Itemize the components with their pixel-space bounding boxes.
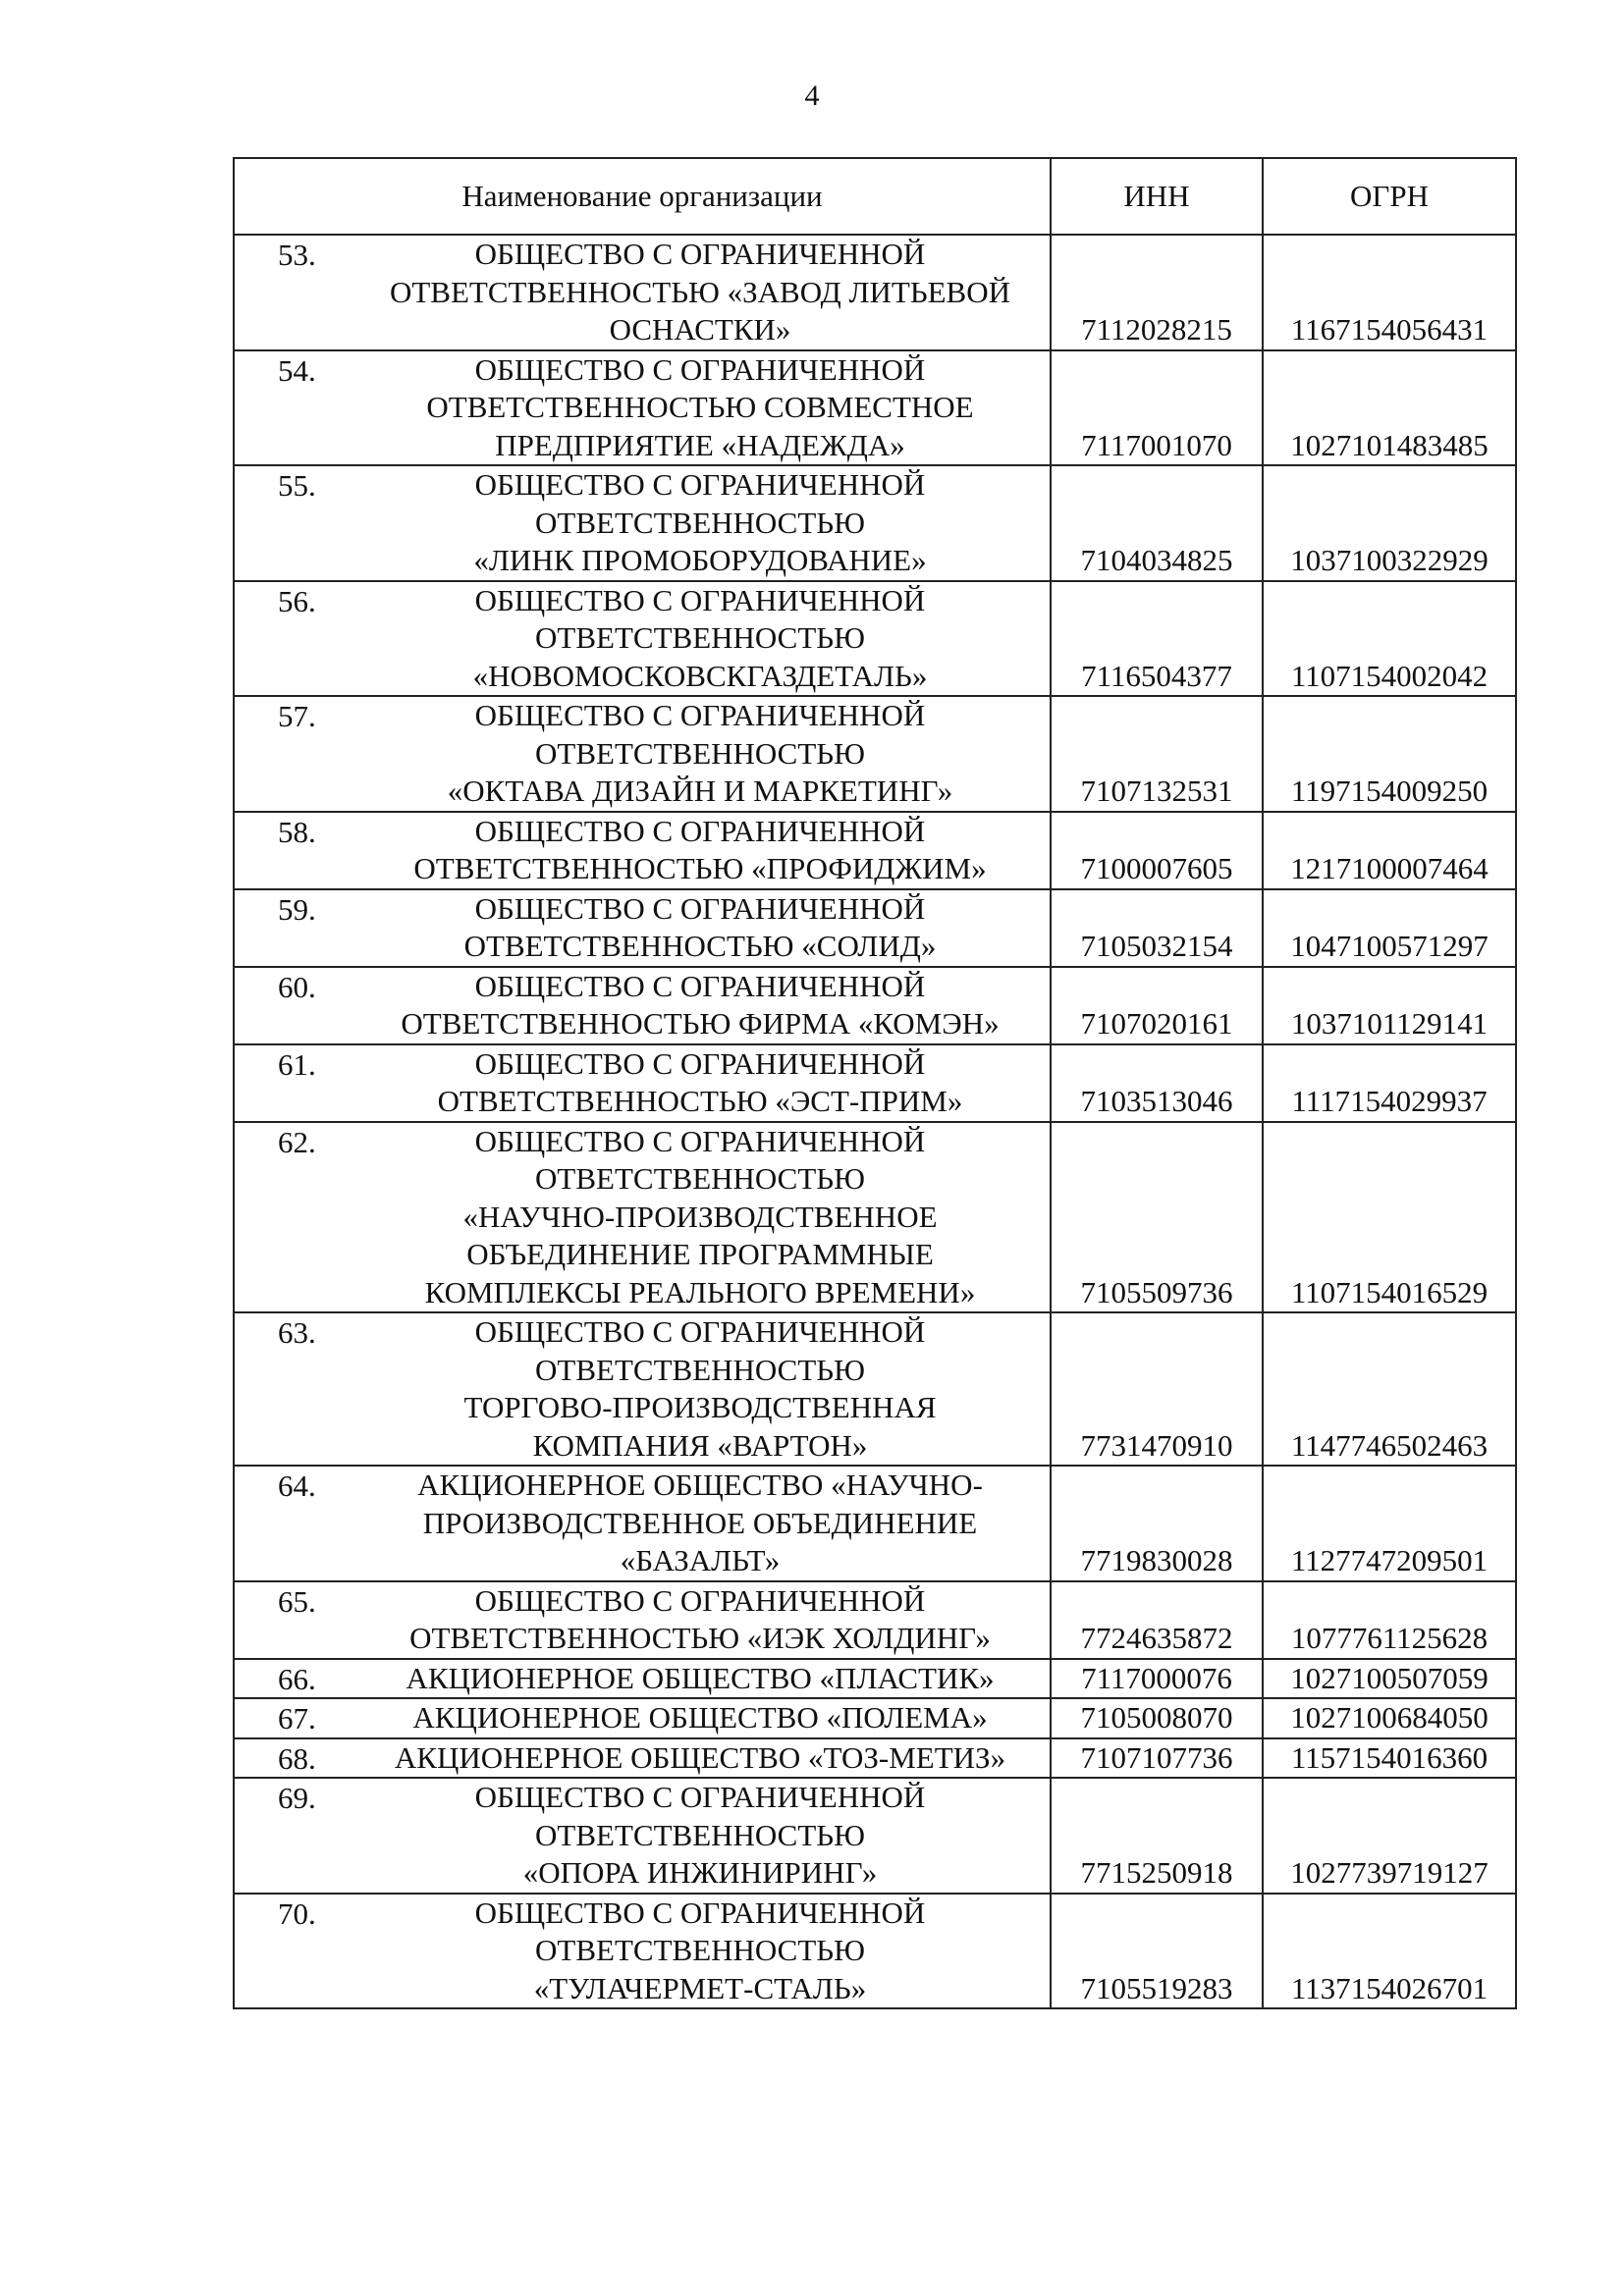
organization-name-line: «ЛИНК ПРОМОБОРУДОВАНИЕ» xyxy=(473,543,927,577)
organization-name-line: ОТВЕТСТВЕННОСТЬЮ xyxy=(535,1161,865,1196)
organization-name-cell xyxy=(234,967,1051,1044)
row-number: 70. xyxy=(278,1896,316,1931)
table-body xyxy=(234,235,1516,2008)
organization-name-line: АКЦИОНЕРНОЕ ОБЩЕСТВО «НАУЧНО- xyxy=(417,1468,983,1502)
organization-name-line: ОТВЕТСТВЕННОСТЬЮ xyxy=(535,735,865,771)
organization-name xyxy=(235,1045,1050,1121)
organization-name-line: ОТВЕТСТВЕННОСТЬЮ СОВМЕСТНОЕ xyxy=(426,390,974,424)
row-number: 60. xyxy=(278,969,316,1004)
ogrn-cell: 1107154016529 xyxy=(1263,1122,1516,1313)
organization-name-line: ОТВЕТСТВЕННОСТЬЮ «СОЛИД» xyxy=(463,929,937,963)
organization-name-line: ОБЩЕСТВО С ОГРАНИЧЕННОЙ xyxy=(474,813,926,848)
organization-name xyxy=(235,813,1050,888)
inn-cell: 7117000076 xyxy=(1051,1659,1263,1699)
organization-name xyxy=(235,1467,1050,1580)
organization-name-line: ОБЩЕСТВО С ОГРАНИЧЕННОЙ xyxy=(474,1314,926,1349)
row-number: 63. xyxy=(278,1315,316,1350)
organization-name-line: АКЦИОНЕРНОЕ ОБЩЕСТВО «ТОЗ-МЕТИЗ» xyxy=(394,1739,1006,1775)
organization-name xyxy=(235,890,1050,966)
organization-name-line: ОБЩЕСТВО С ОГРАНИЧЕННОЙ xyxy=(474,237,926,271)
organization-name xyxy=(235,1779,1050,1893)
inn-cell: 7105032154 xyxy=(1051,889,1263,967)
ogrn-cell: 1077761125628 xyxy=(1263,1581,1516,1659)
organization-name-line: ОСНАСТКИ» xyxy=(609,312,791,347)
inn-cell: 7719830028 xyxy=(1051,1466,1263,1581)
inn-cell: 7117001070 xyxy=(1051,350,1263,466)
inn-cell: 7105509736 xyxy=(1051,1122,1263,1313)
column-header-name: Наименование организации xyxy=(234,158,1051,235)
organization-name-line: КОМПАНИЯ «ВАРТОН» xyxy=(532,1427,868,1463)
organization-name-line: ОТВЕТСТВЕННОСТЬЮ xyxy=(535,620,865,655)
organization-name-cell xyxy=(234,1778,1051,1894)
inn-cell: 7107020161 xyxy=(1051,967,1263,1044)
organization-name-line: ОБЩЕСТВО С ОГРАНИЧЕННОЙ xyxy=(474,582,926,617)
organization-name-line: «ОПОРА ИНЖИНИРИНГ» xyxy=(522,1855,878,1890)
inn-cell: 7116504377 xyxy=(1051,581,1263,697)
organization-name-line: ОБЩЕСТВО С ОГРАНИЧЕННОЙ xyxy=(474,1123,926,1158)
organization-name-line: ОТВЕТСТВЕННОСТЬЮ «ЗАВОД ЛИТЬЕВОЙ xyxy=(389,274,1011,309)
organization-name xyxy=(235,1895,1050,2008)
organization-name-cell xyxy=(234,812,1051,889)
ogrn-cell: 1167154056431 xyxy=(1263,235,1516,350)
table-row xyxy=(234,1312,1516,1466)
organization-name xyxy=(235,1739,1050,1778)
organization-name-line: ОТВЕТСТВЕННОСТЬЮ «ИЭК ХОЛДИНГ» xyxy=(409,1621,991,1655)
ogrn-cell: 1027100684050 xyxy=(1263,1698,1516,1738)
row-number: 55. xyxy=(278,468,316,503)
table-header-row xyxy=(234,158,1516,235)
table-row xyxy=(234,1466,1516,1581)
row-number: 64. xyxy=(278,1468,316,1503)
organization-name-cell xyxy=(234,350,1051,466)
row-number: 59. xyxy=(278,891,316,927)
ogrn-cell: 1027100507059 xyxy=(1263,1659,1516,1699)
inn-cell: 7100007605 xyxy=(1051,812,1263,889)
ogrn-cell: 1037100322929 xyxy=(1263,465,1516,581)
organization-name-line: ОБЩЕСТВО С ОГРАНИЧЕННОЙ xyxy=(474,698,926,732)
organization-name-line: «ТУЛАЧЕРМЕТ-СТАЛЬ» xyxy=(533,1970,867,2005)
organization-name-cell xyxy=(234,465,1051,581)
table-row xyxy=(234,812,1516,889)
organization-name-line: ОБЪЕДИНЕНИЕ ПРОГРАММНЫЕ xyxy=(466,1237,934,1271)
organization-name-cell xyxy=(234,1659,1051,1699)
organization-name-line: АКЦИОНЕРНОЕ ОБЩЕСТВО «ПЛАСТИК» xyxy=(406,1660,995,1695)
table-row xyxy=(234,1659,1516,1699)
table-row xyxy=(234,1581,1516,1659)
organization-name xyxy=(235,466,1050,580)
organization-name-line: ОБЩЕСТВО С ОГРАНИЧЕННОЙ xyxy=(474,351,926,387)
organization-name-cell xyxy=(234,1044,1051,1122)
row-number: 58. xyxy=(278,814,316,849)
table-row xyxy=(234,696,1516,812)
table-row xyxy=(234,235,1516,350)
ogrn-cell: 1147746502463 xyxy=(1263,1312,1516,1466)
organization-name-cell xyxy=(234,1698,1051,1738)
table-row xyxy=(234,1698,1516,1738)
organization-name-cell xyxy=(234,581,1051,697)
organization-name-cell xyxy=(234,1894,1051,2009)
organization-name xyxy=(235,1582,1050,1658)
row-number: 68. xyxy=(278,1740,316,1776)
inn-cell: 7715250918 xyxy=(1051,1778,1263,1894)
organization-name-line: ОТВЕТСТВЕННОСТЬЮ xyxy=(535,505,865,540)
ogrn-cell: 1107154002042 xyxy=(1263,581,1516,697)
row-number: 66. xyxy=(278,1661,316,1696)
organization-name xyxy=(235,697,1050,811)
organization-name-cell xyxy=(234,889,1051,967)
organization-name-line: «НОВОМОСКОВСКГАЗДЕТАЛЬ» xyxy=(472,658,928,693)
organization-name-line: ОТВЕТСТВЕННОСТЬЮ «ПРОФИДЖИМ» xyxy=(413,851,987,885)
table-row xyxy=(234,1778,1516,1894)
organization-name-line: ОТВЕТСТВЕННОСТЬЮ ФИРМА «КОМЭН» xyxy=(401,1006,1000,1041)
organization-name xyxy=(235,236,1050,349)
inn-cell: 7103513046 xyxy=(1051,1044,1263,1122)
ogrn-cell: 1197154009250 xyxy=(1263,696,1516,812)
row-number: 69. xyxy=(278,1781,316,1815)
organization-name xyxy=(235,968,1050,1043)
ogrn-cell: 1127747209501 xyxy=(1263,1466,1516,1581)
organization-name-line: «БАЗАЛЬТ» xyxy=(620,1543,781,1577)
organization-name-cell xyxy=(234,1122,1051,1313)
organization-name-line: ОТВЕТСТВЕННОСТЬЮ «ЭСТ-ПРИМ» xyxy=(437,1084,963,1118)
organization-name-cell xyxy=(234,1466,1051,1581)
organization-name xyxy=(235,582,1050,696)
organization-name xyxy=(235,1660,1050,1698)
organization-name-line: ПРЕДПРИЯТИЕ «НАДЕЖДА» xyxy=(495,427,905,462)
table-row xyxy=(234,581,1516,697)
page-number: 4 xyxy=(804,80,820,112)
organization-name-line: «ОКТАВА ДИЗАЙН И МАРКЕТИНГ» xyxy=(447,774,953,808)
table-row xyxy=(234,967,1516,1044)
row-number: 62. xyxy=(278,1124,316,1159)
column-header-ogrn: ОГРН xyxy=(1263,158,1516,235)
table-row xyxy=(234,1044,1516,1122)
ogrn-cell: 1217100007464 xyxy=(1263,812,1516,889)
row-number: 65. xyxy=(278,1583,316,1619)
ogrn-cell: 1117154029937 xyxy=(1263,1044,1516,1122)
ogrn-cell: 1027739719127 xyxy=(1263,1778,1516,1894)
inn-cell: 7104034825 xyxy=(1051,465,1263,581)
column-header-inn: ИНН xyxy=(1051,158,1263,235)
table-row xyxy=(234,1894,1516,2009)
ogrn-cell: 1027101483485 xyxy=(1263,350,1516,466)
organization-name-line: ОБЩЕСТВО С ОГРАНИЧЕННОЙ xyxy=(474,1582,926,1618)
row-number: 61. xyxy=(278,1046,316,1082)
table-row xyxy=(234,465,1516,581)
inn-cell: 7107107736 xyxy=(1051,1738,1263,1779)
organization-name-line: ОБЩЕСТВО С ОГРАНИЧЕННОЙ xyxy=(474,1045,926,1081)
organization-name xyxy=(235,1699,1050,1737)
row-number: 67. xyxy=(278,1701,316,1735)
organization-name-line: ОБЩЕСТВО С ОГРАНИЧЕННОЙ xyxy=(474,1780,926,1814)
organization-name-cell xyxy=(234,1581,1051,1659)
ogrn-cell: 1157154016360 xyxy=(1263,1738,1516,1779)
organization-name-cell xyxy=(234,1738,1051,1779)
organization-name-line: «НАУЧНО-ПРОИЗВОДСТВЕННОЕ xyxy=(462,1199,938,1234)
organization-name-line: ПРОИЗВОДСТВЕННОЕ ОБЪЕДИНЕНИЕ xyxy=(422,1505,978,1540)
table-row xyxy=(234,889,1516,967)
organization-name-line: ОБЩЕСТВО С ОГРАНИЧЕННОЙ xyxy=(474,467,926,502)
organization-name-line: АКЦИОНЕРНОЕ ОБЩЕСТВО «ПОЛЕМА» xyxy=(412,1700,988,1735)
organization-name xyxy=(235,1313,1050,1465)
organization-name-line: КОМПЛЕКСЫ РЕАЛЬНОГО ВРЕМЕНИ» xyxy=(424,1274,976,1309)
ogrn-cell: 1137154026701 xyxy=(1263,1894,1516,2009)
organizations-table xyxy=(233,157,1517,2009)
organization-name-cell xyxy=(234,235,1051,350)
row-number: 53. xyxy=(278,238,316,272)
inn-cell: 7724635872 xyxy=(1051,1581,1263,1659)
inn-cell: 7107132531 xyxy=(1051,696,1263,812)
row-number: 56. xyxy=(278,583,316,618)
organization-name xyxy=(235,351,1050,465)
table-row xyxy=(234,1122,1516,1313)
organization-name-line: ОТВЕТСТВЕННОСТЬЮ xyxy=(535,1352,865,1387)
organization-name-cell xyxy=(234,696,1051,812)
table-row xyxy=(234,350,1516,466)
inn-cell: 7731470910 xyxy=(1051,1312,1263,1466)
ogrn-cell: 1037101129141 xyxy=(1263,967,1516,1044)
organization-name-line: ОБЩЕСТВО С ОГРАНИЧЕННОЙ xyxy=(474,890,926,926)
inn-cell: 7112028215 xyxy=(1051,235,1263,350)
organization-name-line: ОБЩЕСТВО С ОГРАНИЧЕННОЙ xyxy=(474,1895,926,1930)
organization-name-cell xyxy=(234,1312,1051,1466)
organization-name xyxy=(235,1123,1050,1312)
inn-cell: 7105008070 xyxy=(1051,1698,1263,1738)
table-row xyxy=(234,1738,1516,1779)
row-number: 54. xyxy=(278,352,316,388)
organization-name-line: ТОРГОВО-ПРОИЗВОДСТВЕННАЯ xyxy=(463,1390,937,1424)
inn-cell: 7105519283 xyxy=(1051,1894,1263,2009)
organization-name-line: ОБЩЕСТВО С ОГРАНИЧЕННОЙ xyxy=(474,968,926,1003)
ogrn-cell: 1047100571297 xyxy=(1263,889,1516,967)
row-number: 57. xyxy=(278,699,316,733)
organization-name-line: ОТВЕТСТВЕННОСТЬЮ xyxy=(535,1933,865,1967)
organization-name-line: ОТВЕТСТВЕННОСТЬЮ xyxy=(535,1817,865,1852)
